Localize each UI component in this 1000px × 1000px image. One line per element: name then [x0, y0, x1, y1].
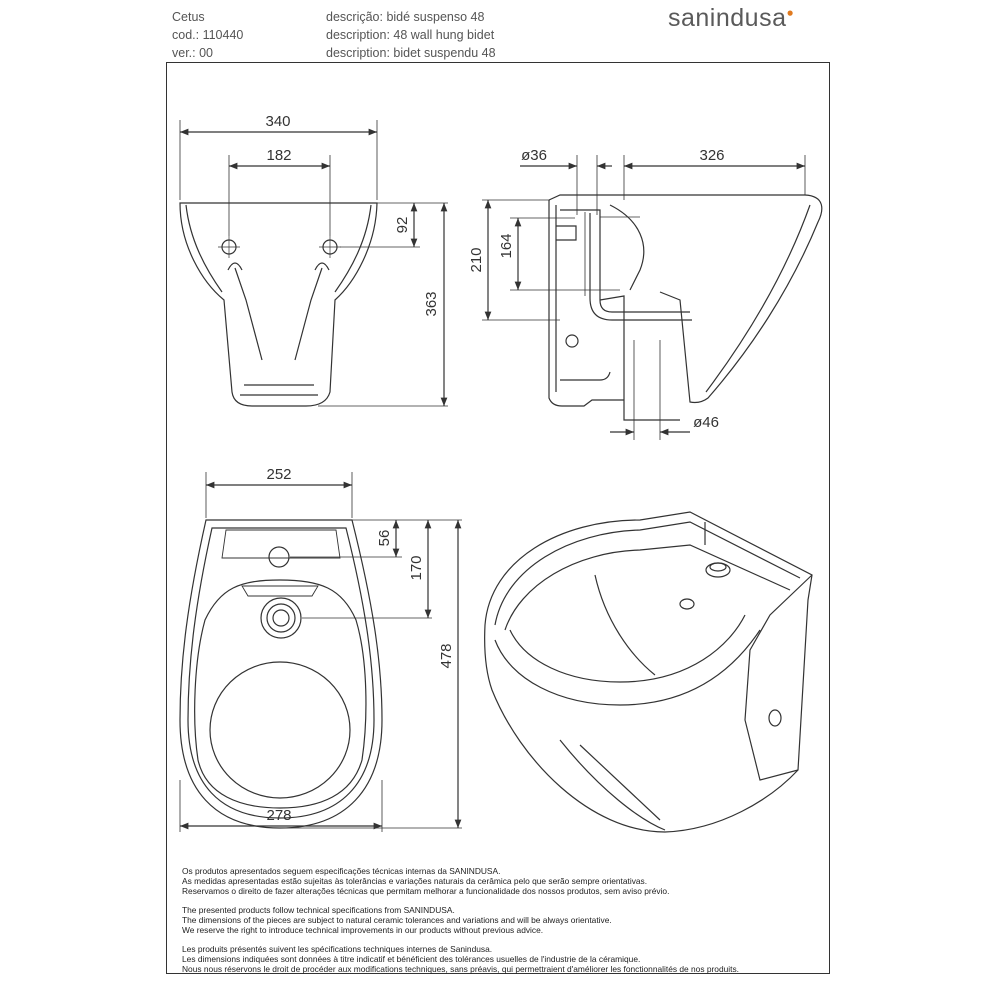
dim-top-waste-hole: 170 [408, 555, 425, 581]
model-name: Cetus [172, 10, 205, 24]
notes-english [182, 905, 612, 936]
dim-top-front-width: 278 [266, 807, 292, 824]
description-en: description: 48 wall hung bidet [326, 28, 495, 42]
perspective-fixing-hole [769, 710, 781, 726]
version: ver.: 00 [172, 46, 213, 60]
note-line: Os produtos apresentados seguem especificações técnicas internas da SANINDUSA. [182, 866, 501, 876]
note-line: The dimensions of the pieces are subject to natural ceramic tolerances and variations and will be always orientative. [182, 915, 612, 926]
side-view [482, 155, 822, 440]
note-line: The presented products follow technical specifications from SANINDUSA. [182, 905, 455, 915]
dim-top-back-width: 252 [266, 466, 292, 483]
perspective-overflow-hole [680, 599, 694, 609]
dim-front-width: 340 [265, 113, 291, 130]
top-tap-hole [269, 547, 289, 567]
logo-dot-icon: ● [786, 5, 795, 20]
sanindusa-logo: sanindusa● [668, 4, 795, 32]
note-line: We reserve the right to introduce technical improvements in our products without previous advice. [182, 925, 544, 936]
note-line: As medidas apresentadas estão sujeitas às tolerâncias e variações naturais da cerâmica pelo que serão sempre orientativas. [182, 876, 648, 887]
product-code: cod.: 110440 [172, 28, 244, 42]
notes-portuguese [182, 866, 669, 897]
notes-french [182, 944, 739, 975]
description-pt: descrição: bidé suspenso 48 [326, 10, 485, 24]
dim-side-outlet-diameter: ø46 [693, 414, 719, 431]
dim-front-height: 363 [423, 291, 440, 317]
dim-side-height-164: 164 [498, 233, 515, 259]
dim-front-hole-spacing: 182 [266, 147, 292, 164]
dim-top-length: 478 [438, 643, 455, 669]
note-line: Nous nous réservons le droit de procéder aux modifications techniques, sans préavis, qui permettraient d'améliorer les fonctionnalités de nos produits. [182, 964, 739, 975]
perspective-view [485, 512, 812, 832]
perspective-tap-hole [706, 563, 730, 577]
note-line: Reservamos o direito de fazer alterações técnicas que permitam melhorar a funcionalidade dos nossos produtos, sem aviso prévio. [182, 886, 670, 897]
dim-front-hole-height: 92 [394, 216, 411, 234]
dim-side-depth: 326 [699, 147, 725, 164]
front-view [180, 120, 448, 406]
note-line: Les dimensions indiquées sont données à titre indicatif et bénéficient des tolérances usuelles de l'industrie de la céramique. [182, 954, 641, 965]
top-view [180, 472, 462, 832]
dim-top-tap-hole: 56 [376, 529, 393, 547]
note-line: Les produits présentés suivent les spécifications techniques internes de Sanindusa. [182, 944, 493, 954]
dim-side-inlet-diameter: ø36 [521, 147, 547, 164]
dim-side-height-210: 210 [468, 247, 485, 273]
description-fr: description: bidet suspendu 48 [326, 46, 496, 60]
side-fixing-hole [566, 335, 578, 347]
